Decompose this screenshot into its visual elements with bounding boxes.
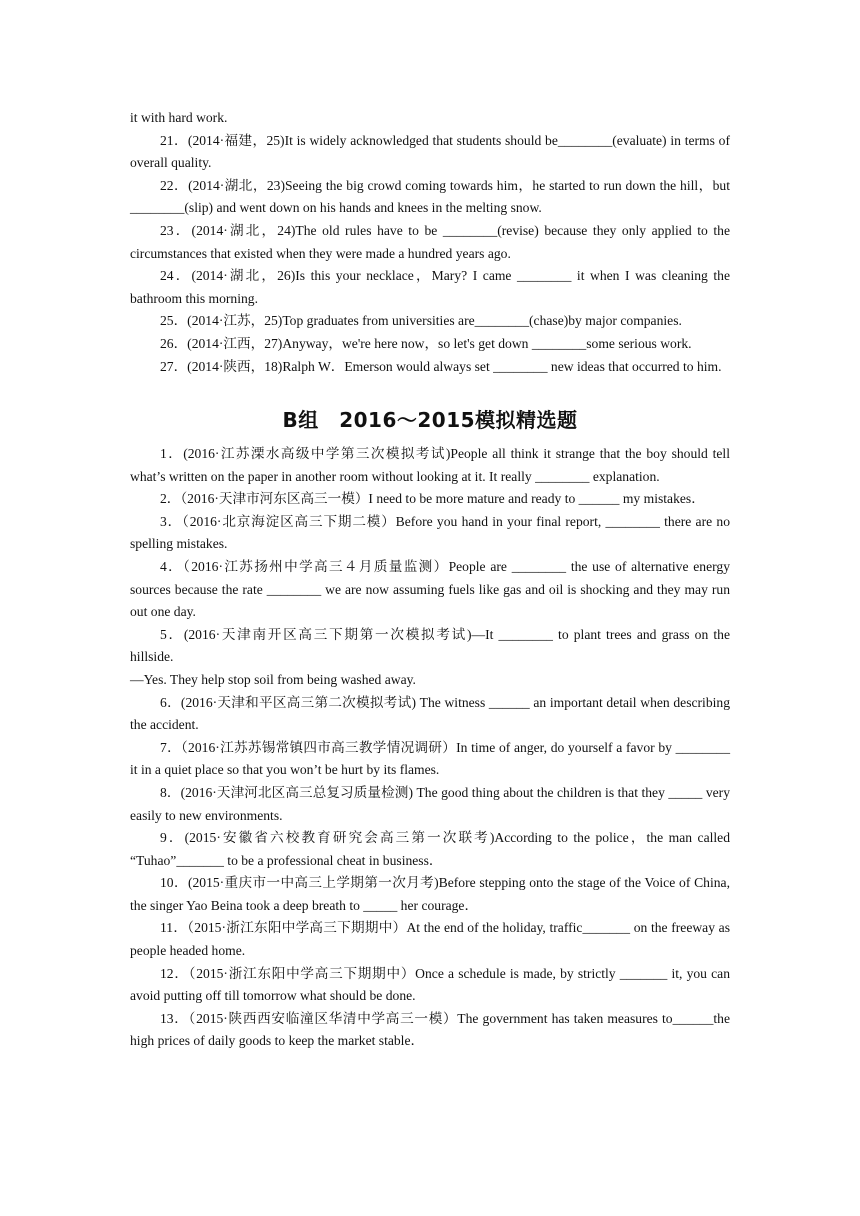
continuation-text: it with hard work.	[130, 110, 228, 125]
section-b-questions	[130, 443, 730, 1053]
question-b11: 11．（2015·浙江东阳中学高三下期期中）At the end of the holiday, traffic_______ on the freeway as people headed home.	[130, 920, 730, 959]
question-b1: 1．(2016·江苏溧水高级中学第三次模拟考试)People all think it strange that the boy should tell what’s written on the paper in another room without looking at it. It really ________ explanation.	[130, 446, 730, 484]
question-b7: 7．（2016·江苏苏锡常镇四市高三教学情况调研）In time of anger, do yourself a favor by ________ it in a quiet place so that you won’t be hurt by its flames.	[130, 739, 730, 778]
section-b-title: B组 2016～2015模拟精选题	[282, 408, 578, 432]
question-b3: 3．（2016·北京海淀区高三下期二模）Before you hand in your final report, ________ there are no spelling mistakes.	[130, 513, 730, 552]
part-a-tail	[130, 107, 730, 378]
question-27: 27．(2014·陕西，18)Ralph W．Emerson would always set ________ new ideas that occurred to him.	[160, 358, 722, 374]
question-b2: 2．（2016·天津市河东区高三一模）I need to be more mature and ready to ______ my mistakes．	[160, 491, 705, 507]
question-b10: 10．(2015·重庆市一中高三上学期第一次月考)Before stepping onto the stage of the Voice of China, the singer Yao Beina took a deep breath to _____ her courage．	[130, 875, 730, 913]
question-26: 26．(2014·江西，27)Anyway，we're here now，so let's get down ________some serious work.	[160, 335, 692, 351]
question-b6: 6．(2016·天津和平区高三第二次模拟考试) The witness ______ an important detail when describing the accident.	[130, 694, 730, 733]
question-b4: 4．（2016·江苏扬州中学高三４月质量监测）People are ________ the use of alternative energy sources because the rate ________ we are now assuming fuels like gas and oil is shocking and they may run out one day.	[130, 558, 730, 620]
question-b8: 8．(2016·天津河北区高三总复习质量检测) The good thing about the children is that they _____ very easily to new environments.	[130, 784, 730, 823]
question-25: 25．(2014·江苏，25)Top graduates from universities are________(chase)by major companies.	[160, 313, 682, 329]
question-b12: 12．（2015·浙江东阳中学高三下期期中）Once a schedule is made, by strictly _______ it, you can avoid putting off till tomorrow what should be done.	[130, 965, 730, 1004]
question-21: 21．(2014·福建，25)It is widely acknowledged that students should be________(evaluate) in terms of overall quality.	[130, 132, 730, 171]
question-23: 23．(2014·湖北，24)The old rules have to be ________(revise) because they only applied to the circumstances that existed when they were made a hundred years ago.	[130, 222, 730, 261]
question-b13: 13．（2015·陕西西安临潼区华清中学高三一模）The government has taken measures to______the high prices of daily goods to keep the market stable．	[130, 1010, 730, 1049]
question-b5-answer-line: —Yes. They help stop soil from being washed away.	[130, 671, 416, 687]
question-b9: 9．(2015·安徽省六校教育研究会高三第一次联考)According to the police，the man called “Tuhao”_______ to be a professional cheat in business．	[130, 830, 730, 868]
question-b5: 5．(2016·天津南开区高三下期第一次模拟考试)—It ________ to plant trees and grass on the hillside.	[130, 626, 730, 665]
question-24: 24．(2014·湖北，26)Is this your necklace，Mary? I came ________ it when I was cleaning the bathroom this morning.	[130, 268, 730, 306]
question-22: 22．(2014·湖北，23)Seeing the big crowd coming towards him，he started to run down the hill，but ________(slip) and went down on his hands and knees in the melting snow.	[130, 177, 730, 216]
